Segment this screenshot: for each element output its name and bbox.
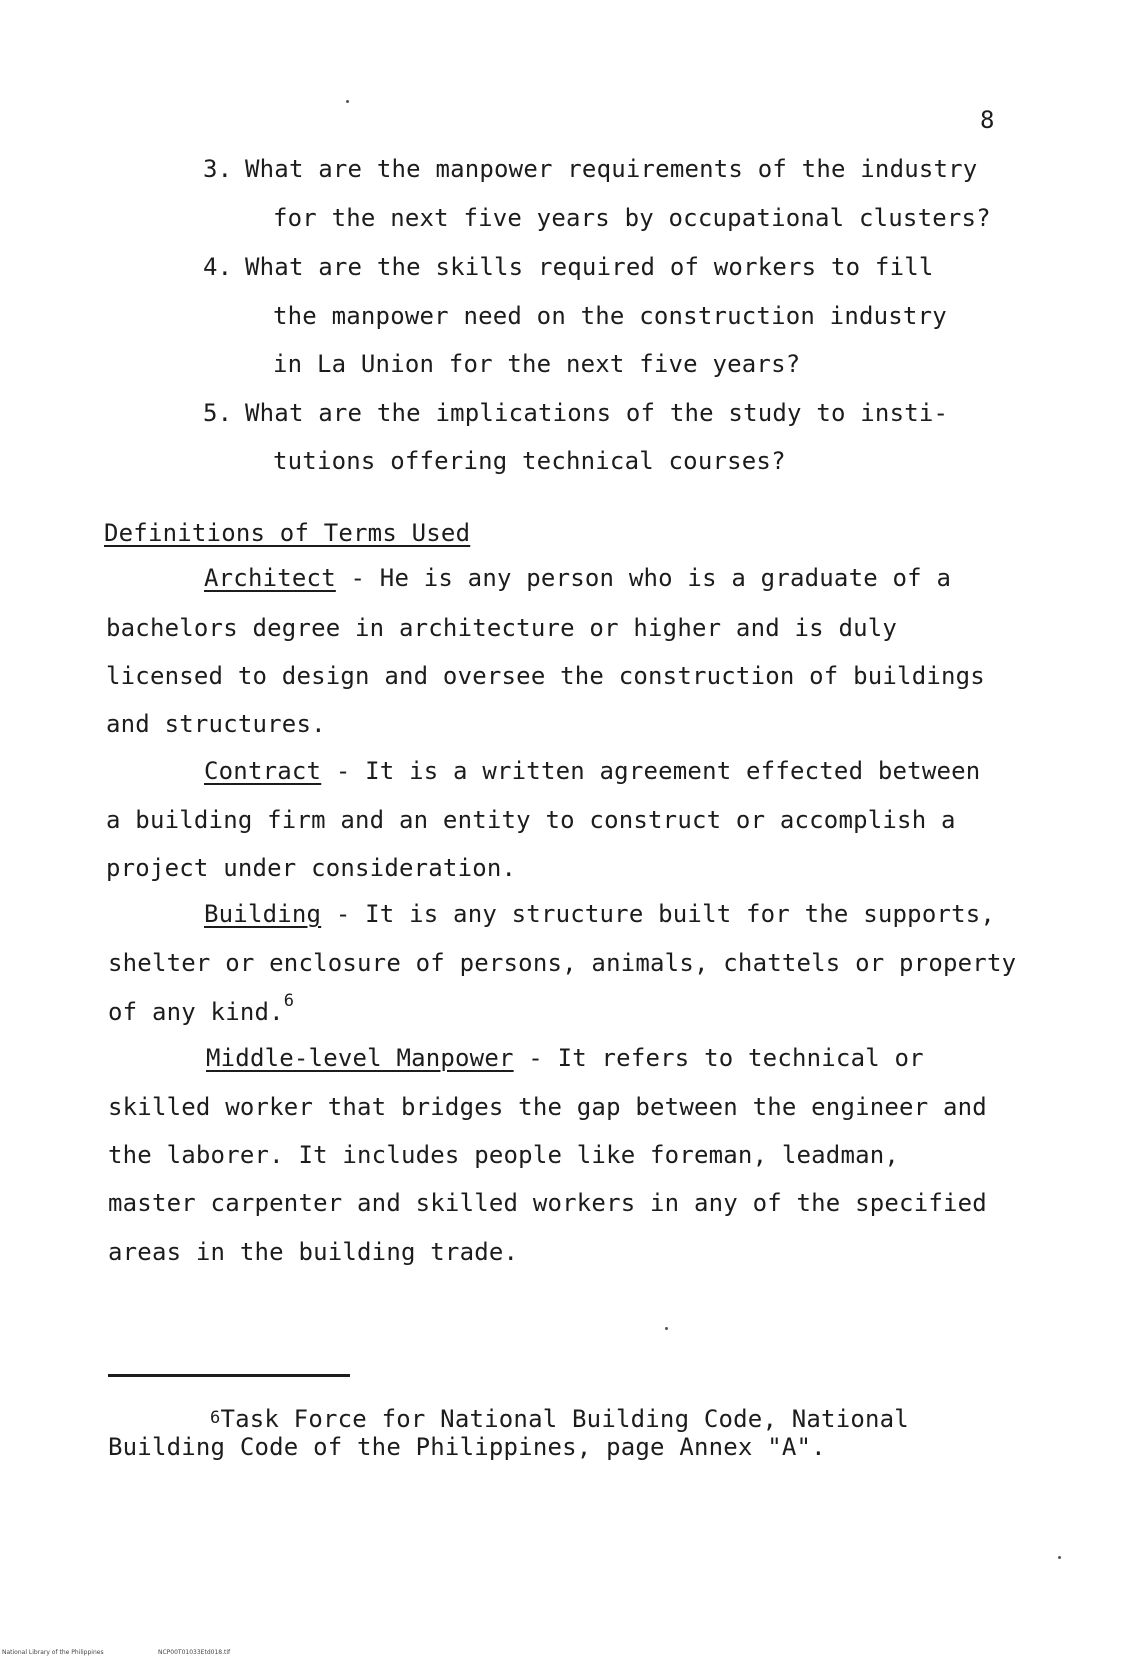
question-number: 3. [203,155,233,183]
definition-text: the laborer. It includes people like foreman, leadman, [108,1141,900,1169]
scan-speck [1058,1556,1061,1559]
definition-text: shelter or enclosure of persons, animals, chattels or property [108,949,1017,977]
definition-text: and structures. [106,710,326,738]
definition-text: a building firm and an entity to construct or accomplish a [106,806,956,834]
question-line: tutions offering technical courses? [273,447,786,475]
definition-text: bachelors degree in architecture or higher and is duly [106,614,898,642]
question-number: 5. [203,399,233,427]
page-number: 8 [980,106,995,134]
footnote-separator [108,1374,350,1377]
definition-text: - He is any person who is a graduate of a [335,564,952,592]
scan-speck [346,100,349,103]
definition-text: of any kind. [108,998,284,1026]
scan-speck [665,1327,668,1330]
definition-text: skilled worker that bridges the gap between the engineer and [108,1093,987,1121]
question-line: What are the manpower requirements of the industry [245,155,978,183]
footnote-marker: 6 [210,1408,221,1428]
question-line: in La Union for the next five years? [273,350,801,378]
definition-term: Middle-level Manpower [206,1044,514,1072]
definition-text: master carpenter and skilled workers in any of the specified [108,1189,987,1217]
question-line: What are the implications of the study to insti- [245,399,949,427]
definition-text: licensed to design and oversee the construction of buildings [106,662,985,690]
definition-text: areas in the building trade. [108,1238,519,1266]
definition-text: - It is any structure built for the supports, [321,900,996,928]
archive-library-label: National Library of the Philippines [2,1649,104,1656]
definition-text: project under consideration. [106,854,517,882]
question-line: What are the skills required of workers to fill [245,253,934,281]
definition-term: Architect [204,564,336,592]
footnote-text: Building Code of the Philippines, page Annex "A". [108,1433,826,1461]
definition-term: Building [204,900,322,928]
section-heading: Definitions of Terms Used [104,519,471,547]
question-line: the manpower need on the construction industry [273,302,947,330]
question-number: 4. [203,253,233,281]
definition-text: - It refers to technical or [513,1044,924,1072]
definition-term: Contract [204,757,322,785]
footnote-text: Task Force for National Building Code, National [220,1405,909,1433]
footnote-reference: 6 [283,991,295,1011]
archive-file-id: NCP00T01033Etd018.tif [158,1649,231,1656]
question-line: for the next five years by occupational clusters? [273,204,991,232]
definition-text: - It is a written agreement effected between [321,757,981,785]
